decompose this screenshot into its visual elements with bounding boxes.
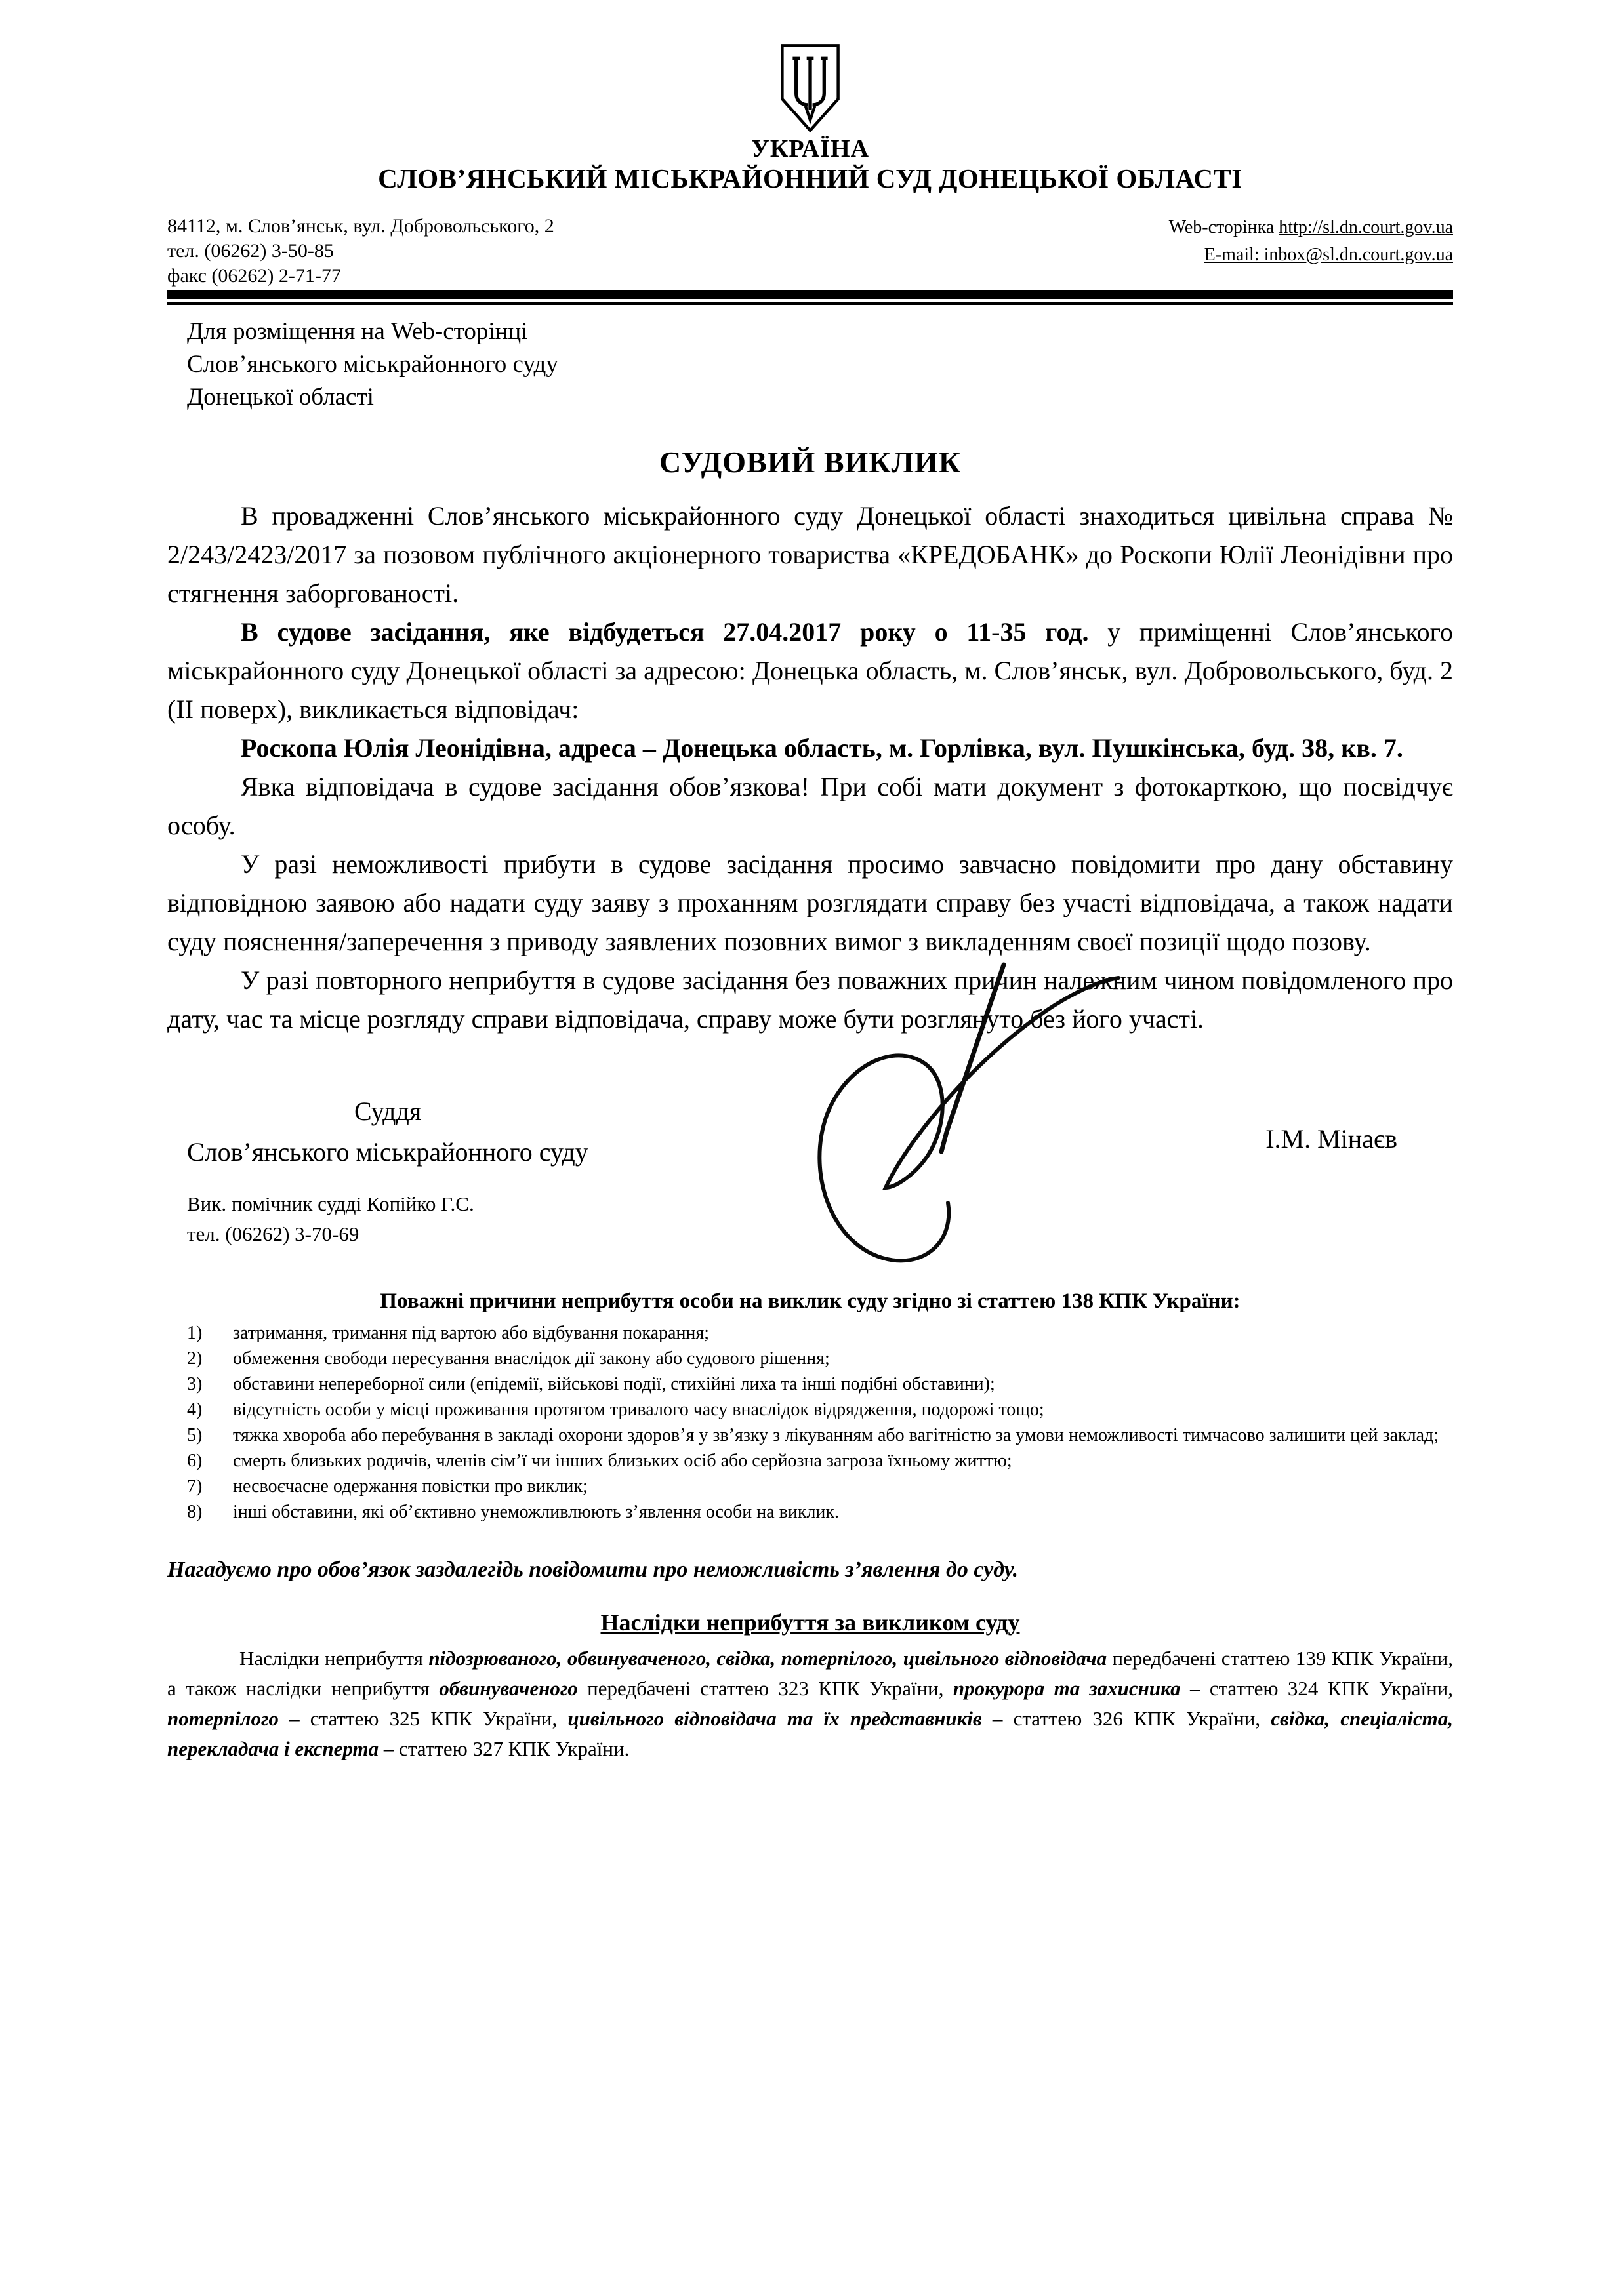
- reason-text: тяжка хвороба або перебування в закладі охорони здоров’я у зв’язку з лікуванням або вагітністю за умови неможливості тимчасово залишити цей заклад;: [233, 1425, 1439, 1445]
- text-line: Слов’янського міськрайонного суду: [187, 351, 558, 378]
- text-line: тел. (06262) 3-50-85: [167, 240, 334, 262]
- assistant-phone: тел. (06262) 3-70-69: [187, 1222, 359, 1245]
- assistant-name: Вик. помічник судді Копійко Г.С.: [187, 1192, 474, 1215]
- court-address-block: [167, 214, 554, 289]
- reason-number: 1): [187, 1323, 203, 1343]
- consequences-segment: підозрюваного, обвинуваченого, свідка, потерпілого, цивільного відповідача: [428, 1647, 1107, 1670]
- consequences-paragraph: [167, 1643, 1453, 1764]
- judge-title: Суддя: [354, 1097, 422, 1126]
- reason-item: [187, 1449, 1453, 1473]
- appearance-paragraph: Явка відповідача в судове засідання обов’язкова! При собі мати документ з фотокарткою, що посвідчує особу.: [167, 772, 1453, 840]
- reason-text: обмеження свободи пересування внаслідок дії закону або судового рішення;: [233, 1348, 830, 1369]
- country-name: УКРАЇНА: [750, 135, 870, 163]
- web-url: http://sl.dn.court.gov.ua: [1279, 217, 1453, 237]
- consequences-segment: передбачені статтею 139 КПК України, а також наслідки неприбуття: [167, 1647, 1453, 1700]
- consequences-segment: Наслідки неприбуття: [239, 1647, 429, 1670]
- hearing-rest: у приміщенні Слов’янського міськрайонного суду Донецької області за адресою: Донецька область, м. Слов’янськ, вул. Добровольського, буд. 2 (ІІ поверх), викликається відповідач:: [167, 617, 1454, 724]
- text-line: факс (06262) 2-71-77: [167, 265, 341, 287]
- judge-signature-row: [167, 1096, 1453, 1176]
- contact-row: [167, 214, 1453, 289]
- letterhead-rule: [167, 290, 1453, 305]
- email-line: E-mail: inbox@sl.dn.court.gov.ua: [1204, 245, 1453, 265]
- reason-text: інші обставини, які об’єктивно унеможливлюють з’явлення особи на виклик.: [233, 1502, 839, 1522]
- consequences-segment: – статтею 325 КПК України,: [278, 1707, 568, 1730]
- rule-thin-line: [167, 302, 1453, 305]
- document-title: СУДОВИЙ ВИКЛИК: [659, 445, 962, 479]
- consequences-segment: – статтею 324 КПК України,: [1180, 1677, 1453, 1700]
- reason-item: [187, 1424, 1453, 1447]
- consequences-segment: – статтею 326 КПК України,: [981, 1707, 1271, 1730]
- ukraine-trident-icon: [773, 42, 847, 135]
- rule-thick-line: [167, 290, 1453, 299]
- placement-note: [187, 315, 1453, 414]
- text-line: 84112, м. Слов’янськ, вул. Добровольського, 2: [167, 215, 554, 237]
- reason-number: 6): [187, 1451, 203, 1471]
- consequences-heading: [167, 1608, 1453, 1637]
- consequences-segment: потерпілого: [167, 1707, 279, 1730]
- reason-text: обставини непереборної сили (епідемії, військові події, стихійні лиха та інші подібні обставини);: [233, 1374, 995, 1394]
- reason-item: [187, 1398, 1453, 1422]
- reason-text: затримання, тримання під вартою або відбування покарання;: [233, 1323, 710, 1343]
- reason-number: 5): [187, 1425, 203, 1445]
- web-line: [1169, 214, 1453, 241]
- consequences-segment: обвинуваченого: [439, 1677, 578, 1700]
- emblem-wrap: [167, 42, 1453, 135]
- judge-court: Слов’янського міськрайонного суду: [187, 1137, 588, 1167]
- reason-number: 7): [187, 1476, 203, 1497]
- court-web-contacts: [1169, 214, 1453, 269]
- document-body: [167, 496, 1453, 1038]
- consequences-segment: передбачені статтею 323 КПК України,: [577, 1677, 953, 1700]
- repeated-absence-paragraph: У разі повторного неприбуття в судове засідання без поважних причин належним чином повідомленого про дату, час та місце розгляду справи відповідача, справу може бути розглянуто без його участі.: [167, 965, 1453, 1034]
- inability-paragraph: У разі неможливості прибути в судове засідання просимо завчасно повідомити про дану обставину відповідною заявою або надати суду заяву з проханням розглядати справу без участі відповідача, а також надати суду пояснення/заперечення з приводу заявлених позовних вимог з викладенням своєї позиції щодо позову.: [167, 849, 1453, 956]
- court-name: СЛОВ’ЯНСЬКИЙ МІСЬКРАЙОННИЙ СУД ДОНЕЦЬКОЇ ОБЛАСТІ: [378, 163, 1242, 193]
- reason-item: [187, 1500, 1453, 1524]
- hearing-date-bold: В судове засідання, яке відбудеться 27.04.2017 року о 11-35 год.: [241, 617, 1089, 647]
- consequences-segment: цивільного відповідача та їх представників: [567, 1707, 982, 1730]
- reason-number: 2): [187, 1348, 203, 1369]
- case-paragraph: В провадженні Слов’янського міськрайонного суду Донецької області знаходиться цивільна справа № 2/243/2423/2017 за позовом публічного акціонерного товариства «КРЕДОБАНК» до Роскопи Юлії Леонідівни про стягнення заборгованості.: [167, 501, 1453, 608]
- reason-item: [187, 1373, 1453, 1396]
- reason-number: 8): [187, 1502, 203, 1522]
- reason-text: відсутність особи у місці проживання протягом тривалого часу внаслідок відрядження, подорожі тощо;: [233, 1400, 1044, 1420]
- judge-name: І.М. Мінаєв: [1265, 1124, 1397, 1154]
- web-label: Web-сторінка: [1168, 217, 1279, 237]
- reasons-list: [167, 1321, 1453, 1524]
- reason-number: 3): [187, 1374, 203, 1394]
- reasons-heading: Поважні причини неприбуття особи на виклик суду згідно зі статтею 138 КПК України:: [380, 1289, 1241, 1313]
- reason-item: [187, 1347, 1453, 1371]
- reminder-note: Нагадуємо про обов’язок заздалегідь повідомити про неможливість з’явлення до суду.: [167, 1558, 1019, 1582]
- consequences-segment: прокурора та захисника: [953, 1677, 1181, 1700]
- reason-text: несвоєчасне одержання повістки про виклик;: [233, 1476, 588, 1497]
- reason-number: 4): [187, 1400, 203, 1420]
- reason-item: [187, 1475, 1453, 1499]
- defendant-paragraph: Роскопа Юлія Леонідівна, адреса – Донецька область, м. Горлівка, вул. Пушкінська, буд. 38, кв. 7.: [241, 733, 1403, 763]
- reason-text: смерть близьких родичів, членів сім’ї чи інших близьких осіб або серйозна загроза їхньому життю;: [233, 1451, 1012, 1471]
- reason-item: [187, 1321, 1453, 1345]
- consequences-heading-text: Наслідки неприбуття за викликом суду: [600, 1609, 1020, 1636]
- consequences-segment: – статтею 327 КПК України.: [379, 1737, 630, 1760]
- text-line: Для розміщення на Web-сторінці: [187, 318, 528, 345]
- judge-signature: [738, 961, 1132, 1270]
- hearing-paragraph: [167, 613, 1453, 729]
- consequences-segment: свідка, спеціаліста, перекладача і експерта: [167, 1707, 1453, 1760]
- text-line: Донецької області: [187, 384, 374, 411]
